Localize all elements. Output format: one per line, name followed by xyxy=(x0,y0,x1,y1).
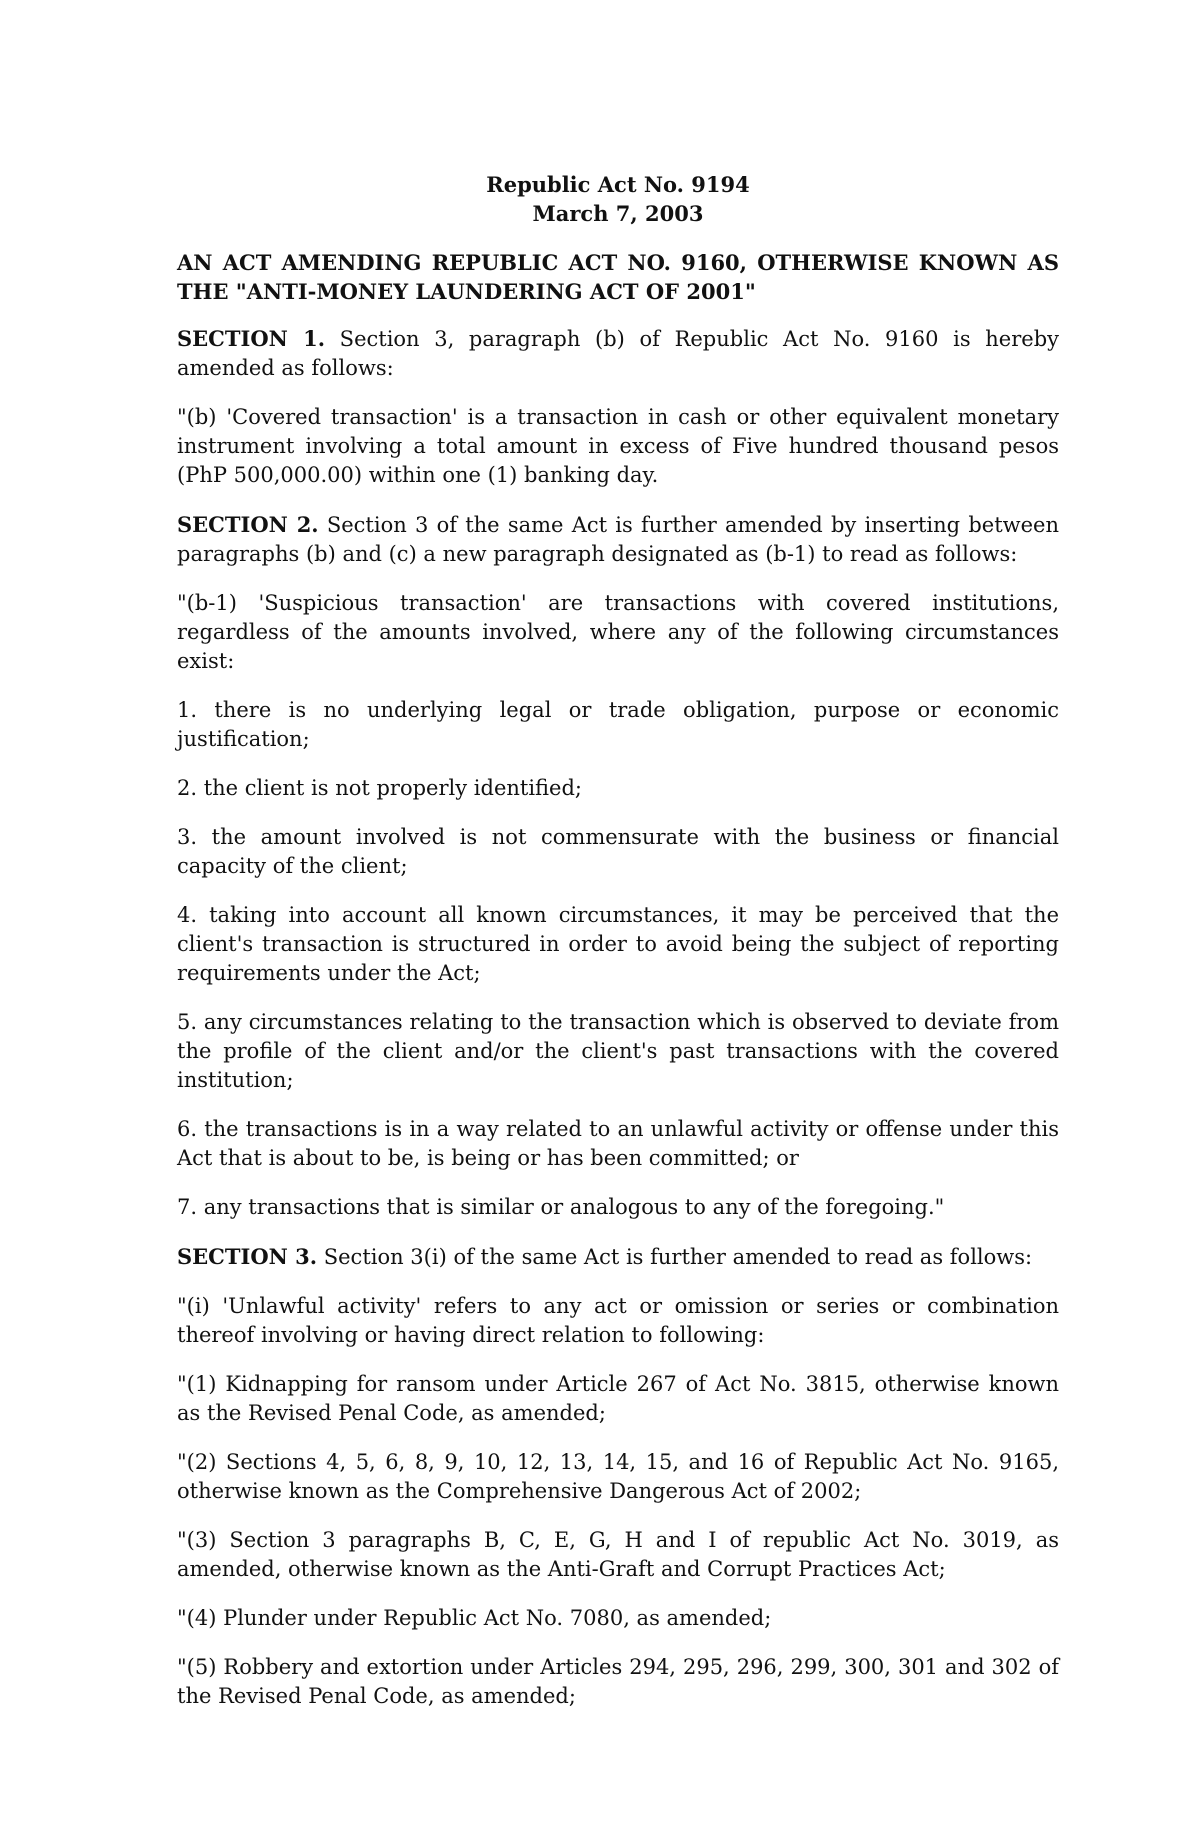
section-1-heading: SECTION 1. xyxy=(177,326,326,351)
list-item: "(2) Sections 4, 5, 6, 8, 9, 10, 12, 13, 14, 15, and 16 of Republic Act No. 9165, otherwise known as the Comprehensive Dangerous Act of 2002; xyxy=(177,1450,1059,1503)
list-item: "(1) Kidnapping for ransom under Article 267 of Act No. 3815, otherwise known as the Revised Penal Code, as amended; xyxy=(177,1372,1059,1425)
list-item: 3. the amount involved is not commensurate with the business or financial capacity of the client; xyxy=(177,825,1059,878)
list-item: "(5) Robbery and extortion under Articles 294, 295, 296, 299, 300, 301 and 302 of the Revised Penal Code, as amended; xyxy=(177,1655,1059,1708)
section-3-intro xyxy=(177,1242,1059,1272)
list-item: 6. the transactions is in a way related to an unlawful activity or offense under this Act that is about to be, is being or has been committed; or xyxy=(177,1117,1059,1170)
act-number: Republic Act No. 9194 xyxy=(486,172,750,197)
section-2-intro xyxy=(177,510,1059,569)
section-1-text: "(b) 'Covered transaction' is a transaction in cash or other equivalent monetary instrument involving a total amount in excess of Five hundred thousand pesos (PhP 500,000.00) within one (1) banking day. xyxy=(177,405,1059,487)
list-item: "(4) Plunder under Republic Act No. 7080, as amended; xyxy=(177,1606,772,1630)
section-2-text: "(b-1) 'Suspicious transaction' are transactions with covered institutions, regardless of the amounts involved, where any of the following circumstances exist: xyxy=(177,591,1059,673)
list-item: 1. there is no underlying legal or trade obligation, purpose or economic justification; xyxy=(177,698,1059,751)
list-item: 4. taking into account all known circumstances, it may be perceived that the client's transaction is structured in order to avoid being the subject of reporting requirements under the Act; xyxy=(177,903,1059,985)
section-3-text: "(i) 'Unlawful activity' refers to any act or omission or series or combination thereof involving or having direct relation to following: xyxy=(177,1294,1059,1347)
section-3-intro-text: Section 3(i) of the same Act is further amended to read as follows: xyxy=(317,1245,1033,1269)
act-date: March 7, 2003 xyxy=(532,201,704,226)
section-3-heading: SECTION 3. xyxy=(177,1244,318,1269)
document-header xyxy=(177,170,1059,228)
section-2-heading: SECTION 2. xyxy=(177,512,319,537)
document-page xyxy=(177,170,1059,1731)
section-1-intro-text: Section 3, paragraph (b) of Republic Act No. 9160 is hereby amended as follows: xyxy=(177,327,1059,380)
list-item: "(3) Section 3 paragraphs B, C, E, G, H and I of republic Act No. 3019, as amended, otherwise known as the Anti-Graft and Corrupt Practices Act; xyxy=(177,1528,1059,1581)
list-item: 2. the client is not properly identified; xyxy=(177,776,582,800)
list-item: 7. any transactions that is similar or analogous to any of the foregoing." xyxy=(177,1195,945,1219)
act-title: AN ACT AMENDING REPUBLIC ACT NO. 9160, OTHERWISE KNOWN AS THE "ANTI-MONEY LAUNDERING ACT OF 2001" xyxy=(177,250,1059,304)
section-2-intro-text: Section 3 of the same Act is further amended by inserting between paragraphs (b) and (c) a new paragraph designated as (b-1) to read as follows: xyxy=(177,513,1059,566)
section-1-intro xyxy=(177,324,1059,383)
list-item: 5. any circumstances relating to the transaction which is observed to deviate from the profile of the client and/or the client's past transactions with the covered institution; xyxy=(177,1010,1059,1092)
